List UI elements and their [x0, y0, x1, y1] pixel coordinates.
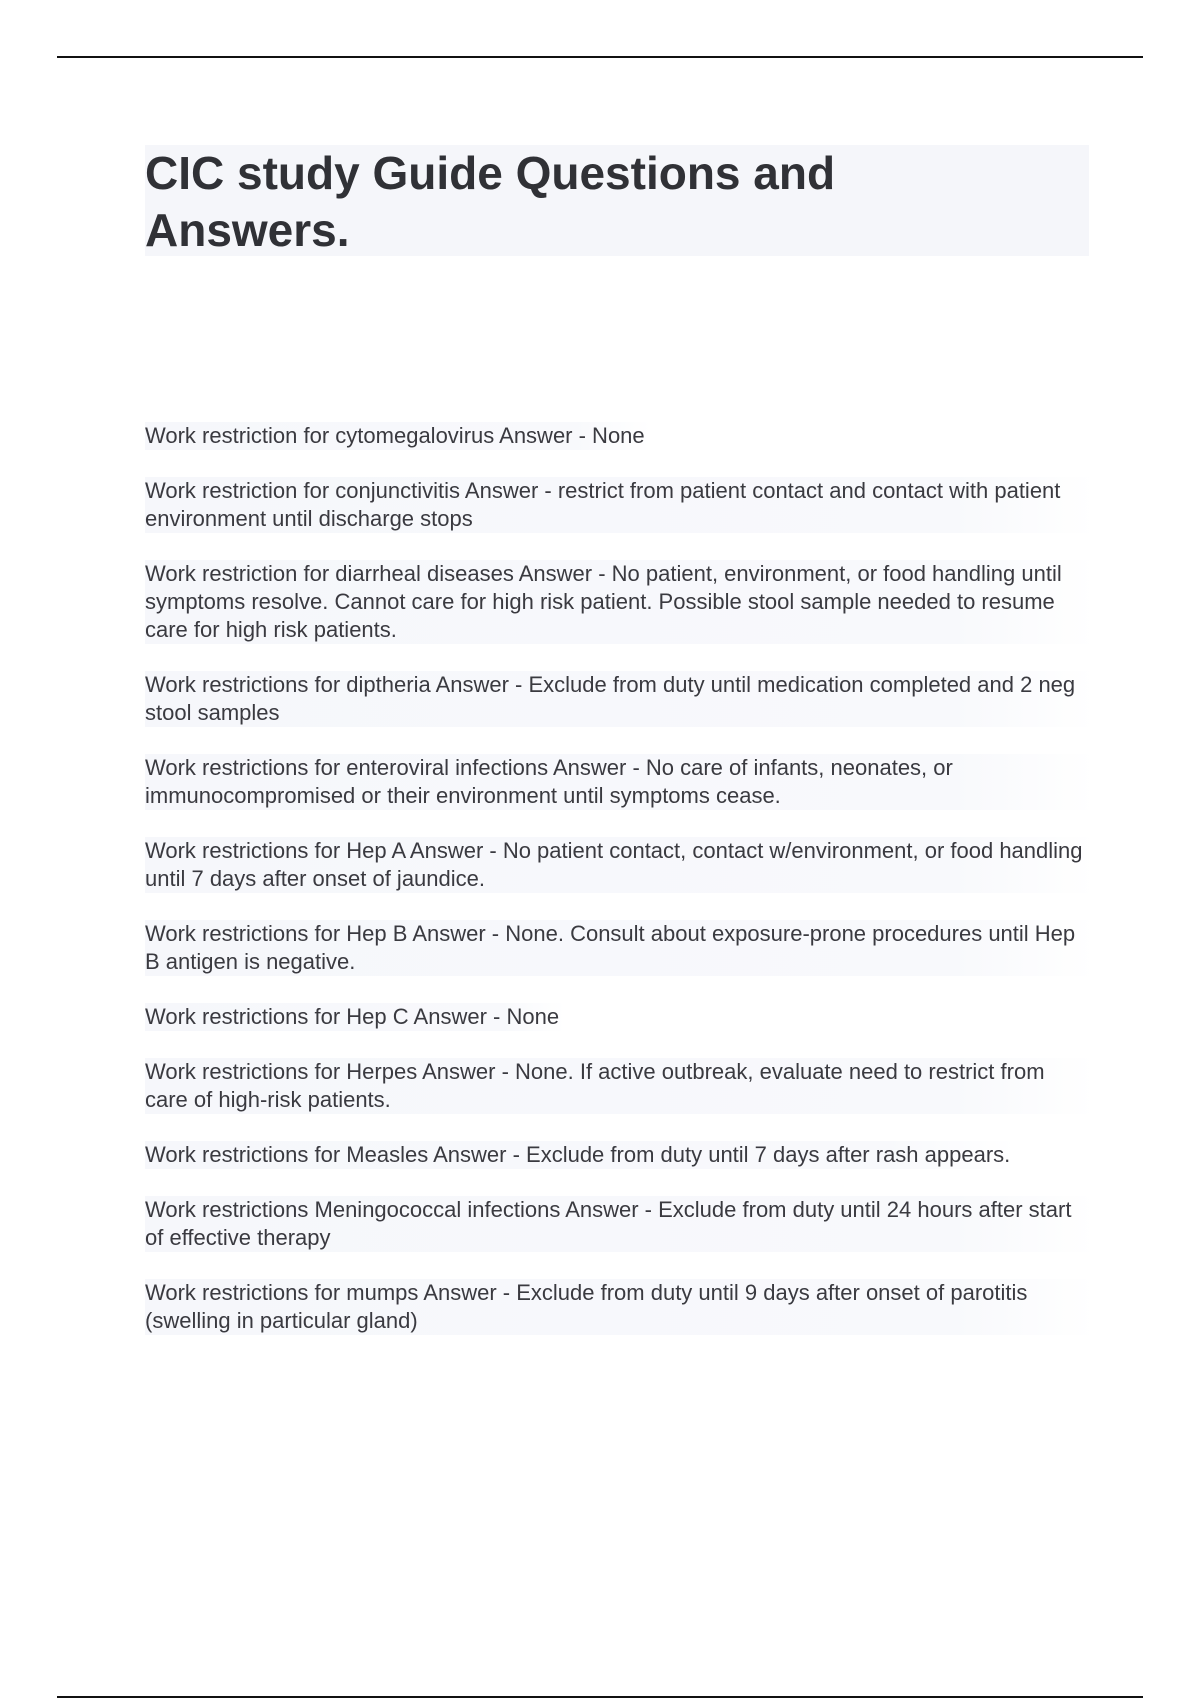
qa-item-mumps: Work restrictions for mumps Answer - Exclude from duty until 9 days after onset of parotitis (swelling in particular gland): [145, 1279, 1095, 1335]
title-block: [145, 145, 1089, 256]
qa-item-conjunctivitis: Work restriction for conjunctivitis Answer - restrict from patient contact and contact with patient environment until discharge stops: [145, 477, 1095, 533]
bottom-rule: [57, 1696, 1143, 1698]
qa-item-meningococcal: Work restrictions Meningococcal infections Answer - Exclude from duty until 24 hours after start of effective therapy: [145, 1196, 1095, 1252]
qa-item-herpes: Work restrictions for Herpes Answer - None. If active outbreak, evaluate need to restrict from care of high-risk patients.: [145, 1058, 1095, 1114]
qa-list: [145, 422, 1095, 1362]
qa-item-hep-a: Work restrictions for Hep A Answer - No patient contact, contact w/environment, or food handling until 7 days after onset of jaundice.: [145, 837, 1095, 893]
qa-item-hep-c: Work restrictions for Hep C Answer - None: [145, 1003, 565, 1031]
top-rule: [57, 56, 1143, 58]
qa-item-diarrheal-diseases: Work restriction for diarrheal diseases Answer - No patient, environment, or food handling until symptoms resolve. Cannot care for high risk patient. Possible stool sample needed to resume care for high risk patients.: [145, 560, 1095, 644]
qa-item-diptheria: Work restrictions for diptheria Answer - Exclude from duty until medication completed and 2 neg stool samples: [145, 671, 1095, 727]
qa-item-hep-b: Work restrictions for Hep B Answer - None. Consult about exposure-prone procedures until Hep B antigen is negative.: [145, 920, 1095, 976]
qa-item-measles: Work restrictions for Measles Answer - Exclude from duty until 7 days after rash appears.: [145, 1141, 1016, 1169]
qa-item-cytomegalovirus: Work restriction for cytomegalovirus Answer - None: [145, 422, 651, 450]
qa-item-enteroviral-infections: Work restrictions for enteroviral infections Answer - No care of infants, neonates, or immunocompromised or their environment until symptoms cease.: [145, 754, 1095, 810]
page-title: CIC study Guide Questions and Answers.: [145, 147, 836, 256]
